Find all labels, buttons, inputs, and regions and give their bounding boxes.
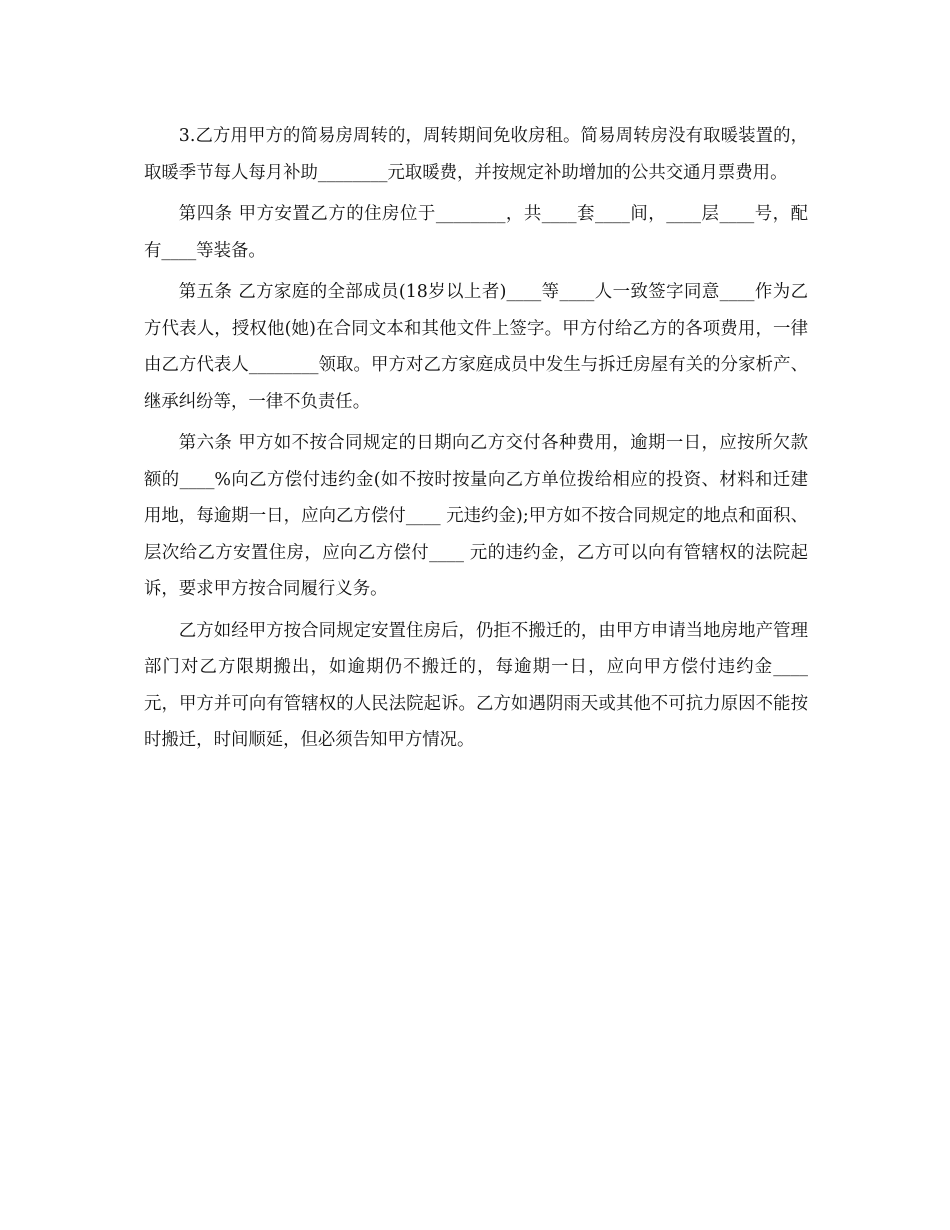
paragraph-article-4-housing: 第四条 甲方安置乙方的住房位于________，共____套____间，____层____号，配有____等装备。 [144, 204, 808, 261]
paragraph-heating-subsidy: 3.乙方用甲方的简易房周转的，周转期间免收房租。简易周转房没有取暖装置的，取暖季节每人每月补助________元取暖费，并按规定补助增加的公共交通月票费用。 [144, 126, 808, 183]
paragraph-relocation-refusal: 乙方如经甲方按合同规定安置住房后，仍拒不搬迁的，由甲方申请当地房地产管理部门对乙方限期搬出，如逾期仍不搬迁的，每逾期一日，应向甲方偿付违约金____ 元，甲方并可向有管辖权的人民法院起诉。乙方如遇阴雨天或其他不可抗力原因不能按时搬迁，时间顺延，但必须告知甲方情况。 [144, 620, 814, 750]
document-page [144, 118, 814, 764]
paragraph-article-5-representative: 第五条 乙方家庭的全部成员(18岁以上者)____等____人一致签字同意____作为乙方代表人，授权他(她)在合同文本和其他文件上签字。甲方付给乙方的各项费用，一律由乙方代表人________领取。甲方对乙方家庭成员中发生与拆迁房屋有关的分家析产、继承纠纷等，一律不负责任。 [144, 282, 808, 412]
paragraph-article-6-penalty: 第六条 甲方如不按合同规定的日期向乙方交付各种费用，逾期一日，应按所欠款额的____%向乙方偿付违约金(如不按时按量向乙方单位拨给相应的投资、材料和迁建用地，每逾期一日，应向乙方偿付____ 元违约金);甲方如不按合同规定的地点和面积、层次给乙方安置住房，应向乙方偿付____ 元的违约金，乙方可以向有管辖权的法院起诉，要求甲方按合同履行义务。 [144, 433, 808, 599]
